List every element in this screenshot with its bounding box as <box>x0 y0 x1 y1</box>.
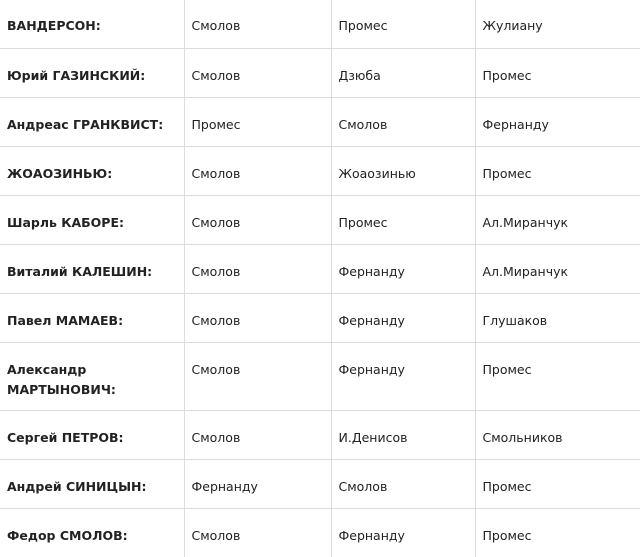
pick-first: Смолов <box>184 146 331 195</box>
voter-name: ВАНДЕРСОН: <box>0 0 184 48</box>
pick-third: Смольников <box>475 410 640 459</box>
voter-name: Федор СМОЛОВ: <box>0 508 184 557</box>
pick-first: Смолов <box>184 410 331 459</box>
pick-third: Промес <box>475 48 640 97</box>
pick-second: Промес <box>331 0 475 48</box>
table-row <box>0 410 640 459</box>
pick-first: Смолов <box>184 342 331 410</box>
pick-third: Промес <box>475 459 640 508</box>
pick-third: Промес <box>482 527 532 543</box>
pick-third: Глушаков <box>475 293 640 342</box>
pick-second: Промес <box>331 195 475 244</box>
voter-name: Андреас ГРАНКВИСТ: <box>0 97 184 146</box>
pick-second: Фернанду <box>331 508 475 557</box>
pick-second: Фернанду <box>331 342 475 410</box>
table-row <box>0 195 640 244</box>
pick-first: Смолов <box>184 195 331 244</box>
table-row <box>0 0 640 48</box>
pick-third: Промес <box>475 146 640 195</box>
pick-second: Жоаозинью <box>331 146 475 195</box>
pick-third: Ал.Миранчук <box>475 244 640 293</box>
pick-first: Смолов <box>184 0 331 48</box>
voter-name: Сергей ПЕТРОВ: <box>0 410 184 459</box>
table-row <box>0 293 640 342</box>
pick-second: И.Денисов <box>331 410 475 459</box>
pick-third: Промес <box>475 342 640 410</box>
table-row <box>0 459 640 508</box>
pick-third: Жулиану <box>475 0 640 48</box>
table-row <box>0 48 640 97</box>
pick-second: Смолов <box>331 97 475 146</box>
pick-first: Промес <box>184 97 331 146</box>
table-row <box>0 244 640 293</box>
pick-third: Ал.Миранчук <box>475 195 640 244</box>
table-row <box>0 97 640 146</box>
voter-name: Юрий ГАЗИНСКИЙ: <box>0 48 184 97</box>
pick-first: Смолов <box>184 48 331 97</box>
pick-third: Фернанду <box>475 97 640 146</box>
table-row <box>0 508 640 557</box>
pick-second: Смолов <box>331 459 475 508</box>
table-row <box>0 342 640 410</box>
pick-first: Фернанду <box>184 459 331 508</box>
pick-second: Фернанду <box>331 244 475 293</box>
table-row <box>0 146 640 195</box>
pick-first: Смолов <box>184 293 331 342</box>
voter-name: Павел МАМАЕВ: <box>0 293 184 342</box>
pick-first: Смолов <box>184 508 331 557</box>
voter-name: Александр МАРТЫНОВИЧ: <box>0 342 184 410</box>
pick-second: Фернанду <box>331 293 475 342</box>
pick-second: Дзюба <box>331 48 475 97</box>
voter-name: ЖОАОЗИНЬЮ: <box>0 146 184 195</box>
voter-name: Виталий КАЛЕШИН: <box>0 244 184 293</box>
voter-name: Шарль КАБОРЕ: <box>0 195 184 244</box>
voter-name: Андрей СИНИЦЫН: <box>0 459 184 508</box>
pick-first: Смолов <box>184 244 331 293</box>
